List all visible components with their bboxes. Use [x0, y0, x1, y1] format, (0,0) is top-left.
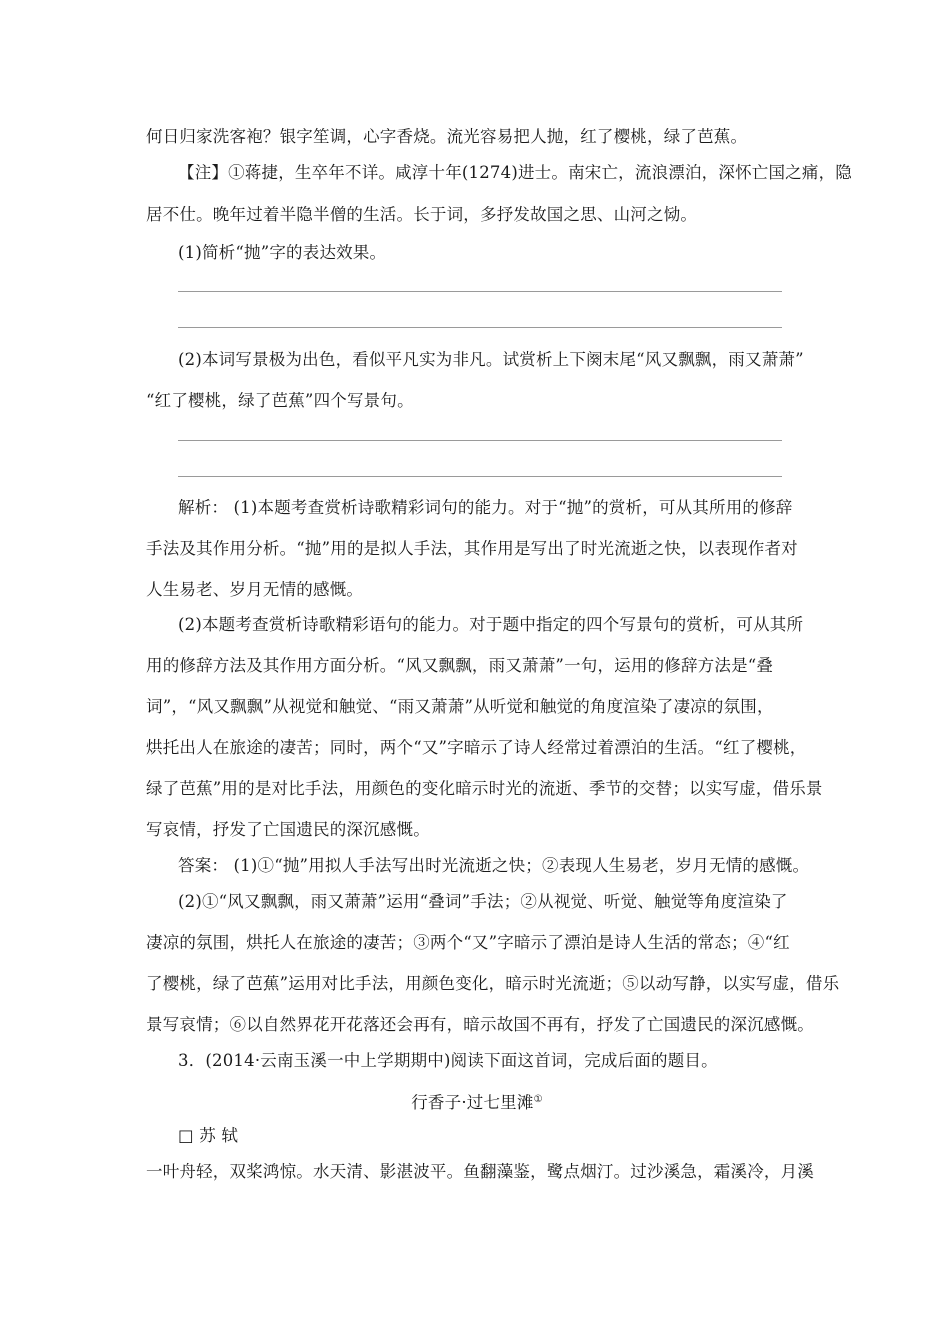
poem-title-note-mark: ① [533, 1094, 543, 1105]
poem-tail: 何日归家洗客袍？银字笙调，心字香烧。流光容易把人抛，红了樱桃，绿了芭蕉。 [146, 127, 748, 146]
analysis-line: 手法及其作用分析。“抛”用的是拟人手法，其作用是写出了时光流逝之快，以表现作者对 [146, 539, 798, 558]
analysis-line: 词”，“风又飘飘”从视觉和触觉、“雨又萧萧”从听觉和触觉的角度渲染了凄凉的氛围， [146, 697, 774, 716]
analysis-line: 用的修辞方法及其作用方面分析。“风又飘飘，雨又萧萧”一句，运用的修辞方法是“叠 [146, 656, 774, 675]
analysis-line: 烘托出人在旅途的凄苦；同时，两个“又”字暗示了诗人经常过着漂泊的生活。“红了樱桃， [146, 738, 807, 757]
question-2-line-2: “红了樱桃，绿了芭蕉”四个写景句。 [146, 391, 414, 410]
answer-line-1 [178, 291, 782, 292]
analysis-line: 写哀情，抒发了亡国遗民的深沉感慨。 [146, 820, 430, 839]
poem-title [146, 1089, 808, 1114]
question-3-intro: 3．(2014·云南玉溪一中上学期期中)阅读下面这首词，完成后面的题目。 [178, 1051, 718, 1070]
poem-first-line: 一叶舟轻，双桨鸿惊。水天清、影湛波平。鱼翻藻鉴，鹭点烟汀。过沙溪急，霜溪冷，月溪 [146, 1162, 814, 1181]
analysis-line: 绿了芭蕉”用的是对比手法，用颜色的变化暗示时光的流逝、季节的交替；以实写虚，借乐景 [146, 779, 823, 798]
answer-line-4 [178, 476, 782, 477]
poem-title-text: 行香子·过七里滩 [411, 1093, 534, 1112]
answer-text: 答案： (1)①“抛”用拟人手法写出时光流逝之快；②表现人生易老，岁月无情的感慨。 [178, 856, 810, 875]
answer-line-3 [178, 440, 782, 441]
answer-line-2 [178, 327, 782, 328]
answer-text: 了樱桃，绿了芭蕉”运用对比手法，用颜色变化，暗示时光流逝；⑤以动写静，以实写虚，借乐 [146, 974, 840, 993]
answer-text: 景写哀情；⑥以自然界花开花落还会再有，暗示故国不再有，抒发了亡国遗民的深沉感慨。 [146, 1015, 814, 1034]
analysis-line: 解析： (1)本题考查赏析诗歌精彩词句的能力。对于“抛”的赏析，可从其所用的修辞 [178, 498, 793, 517]
note-line-2: 居不仕。晚年过着半隐半僧的生活。长于词，多抒发故国之思、山河之恸。 [146, 205, 698, 224]
answer-text: (2)①“风又飘飘，雨又萧萧”运用“叠词”手法；②从视觉、听觉、触觉等角度渲染了 [178, 892, 788, 911]
question-2-line-1: (2)本词写景极为出色，看似平凡实为非凡。试赏析上下阕末尾“风又飘飘，雨又萧萧” [178, 350, 804, 369]
question-1: (1)简析“抛”字的表达效果。 [178, 243, 387, 262]
poem-author: □ 苏 轼 [178, 1126, 239, 1145]
analysis-line: (2)本题考查赏析诗歌精彩语句的能力。对于题中指定的四个写景句的赏析，可从其所 [178, 615, 804, 634]
analysis-line: 人生易老、岁月无情的感慨。 [146, 580, 364, 599]
note-line-1: 【注】①蒋捷，生卒年不详。咸淳十年(1274)进士。南宋亡，流浪漂泊，深怀亡国之痛，隐 [178, 163, 852, 182]
answer-text: 凄凉的氛围，烘托人在旅途的凄苦；③两个“又”字暗示了漂泊是诗人生活的常态；④“红 [146, 933, 790, 952]
